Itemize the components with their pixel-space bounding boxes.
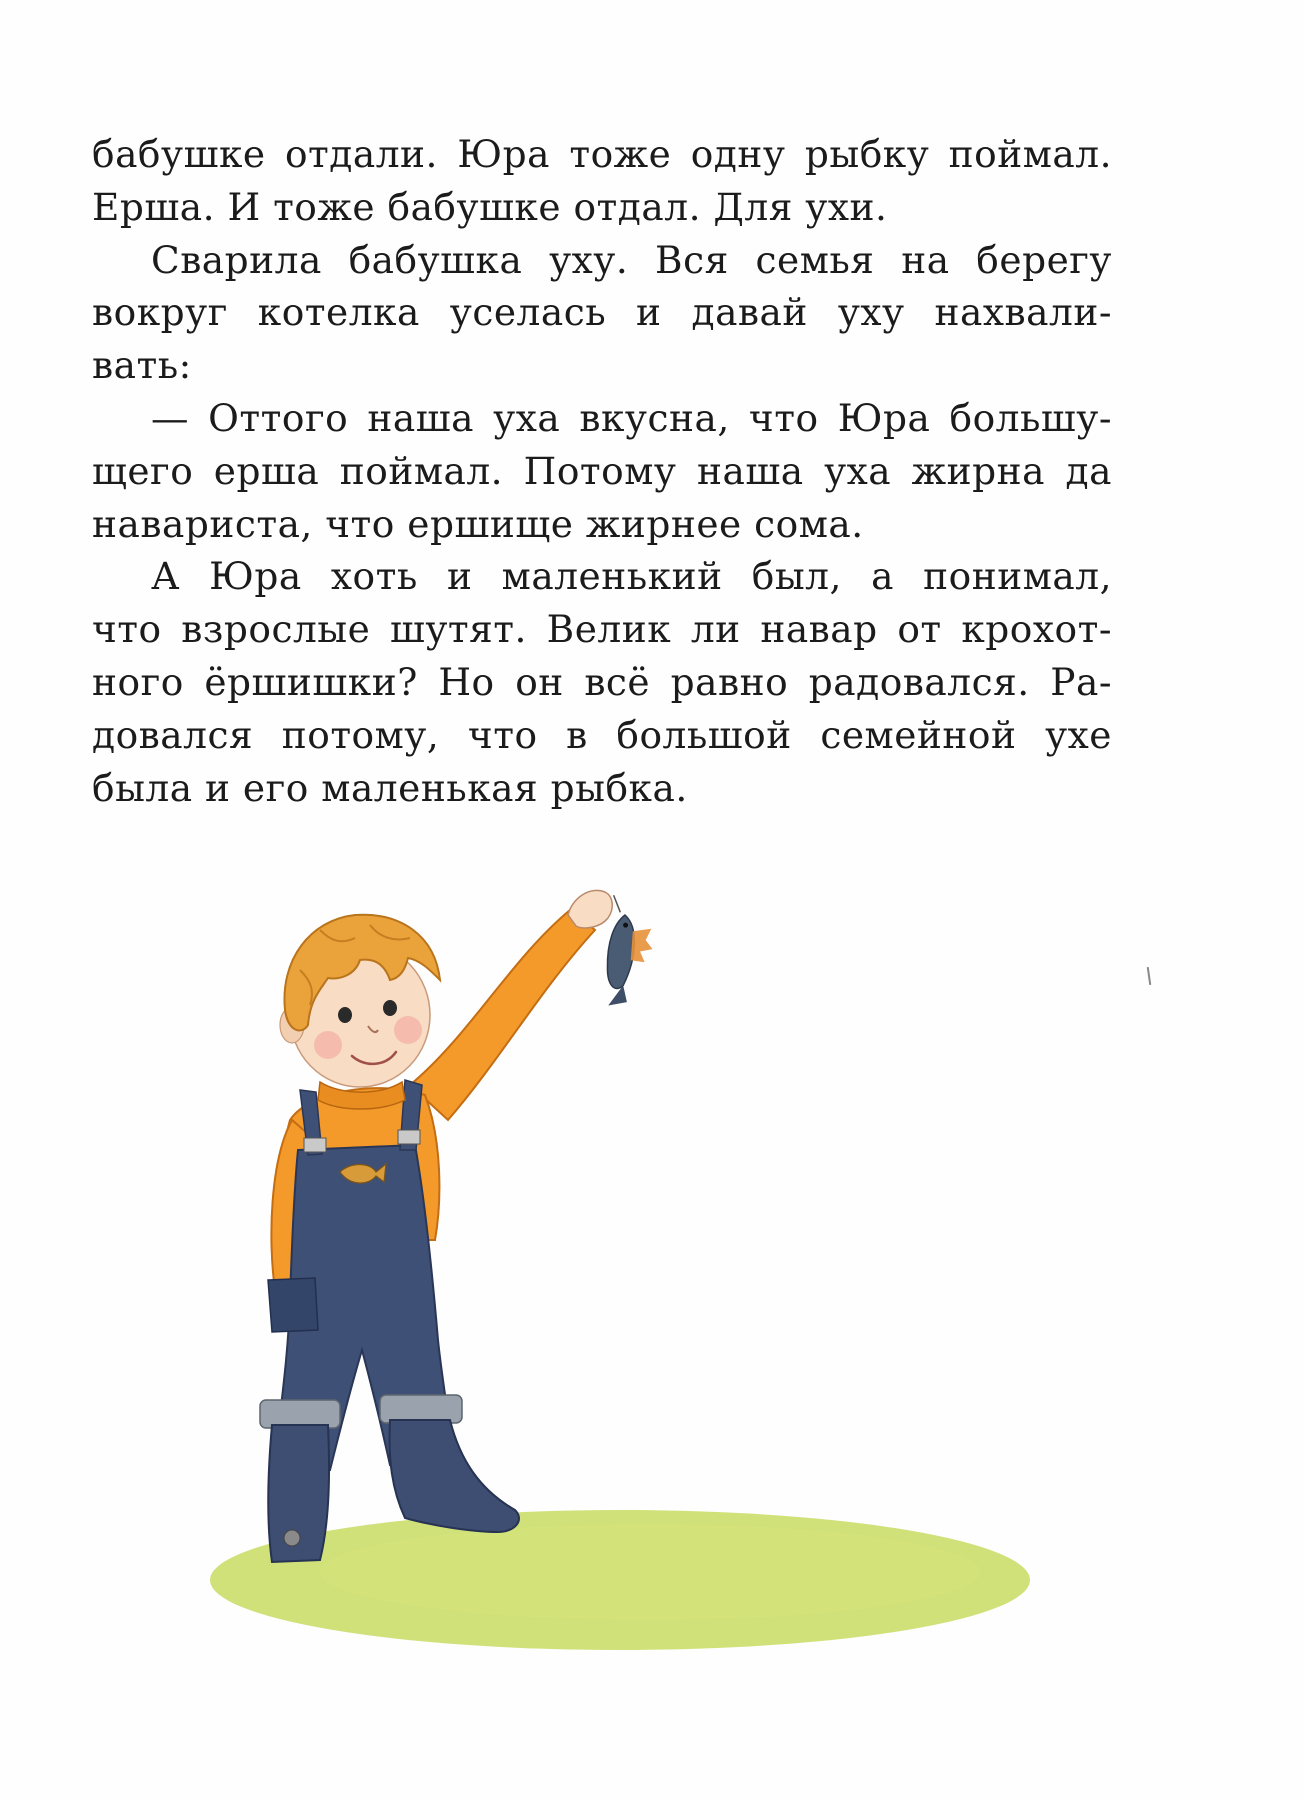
side-pocket — [268, 1278, 318, 1332]
text-line: бабушке отдали. Юра тоже одну рыбку поймал. — [92, 132, 1112, 176]
text-line: навариста, что ершище жирнее сома. — [92, 501, 864, 546]
cheek-left — [314, 1031, 342, 1059]
story-text — [92, 128, 1112, 814]
hand — [568, 890, 612, 927]
text-line: ного ёршишки? Но он всё равно радовался. Ра- — [92, 659, 1112, 704]
strap-buckle-right — [398, 1130, 420, 1144]
boot-right — [390, 1420, 519, 1532]
text-line: вать: — [92, 343, 192, 388]
text-line: вокруг котелка уселась и давай уху нахвали- — [92, 290, 1112, 335]
raised-arm — [410, 910, 595, 1120]
text-line: А Юра хоть и маленький был, а понимал, — [151, 554, 1112, 599]
text-line: щего ерша поймал. Потому наша уха жирна да — [92, 448, 1112, 493]
text-line: что взрослые шутят. Велик ли навар от крохот- — [92, 607, 1112, 652]
text-line: Сварила бабушка уху. Вся семья на берегу — [151, 237, 1112, 282]
text-line: Ерша. И тоже бабушке отдал. Для ухи. — [92, 184, 888, 229]
text-line: довался потому, что в большой семейной ухе — [92, 712, 1112, 757]
grass-patch-light — [320, 1524, 980, 1620]
scan-speck — [1147, 967, 1151, 985]
boot-button — [284, 1530, 300, 1546]
cheek-right — [394, 1016, 422, 1044]
eye-left — [338, 1007, 352, 1023]
cuff-left — [260, 1400, 340, 1428]
text-line: была и его маленькая рыбка. — [92, 765, 688, 810]
strap-buckle-left — [304, 1138, 326, 1152]
text-line: — Оттого наша уха вкусна, что Юра большу- — [151, 395, 1112, 440]
eye-right — [383, 1000, 397, 1016]
cuff-right — [380, 1395, 462, 1423]
boy-with-fish-illustration — [180, 820, 1060, 1700]
